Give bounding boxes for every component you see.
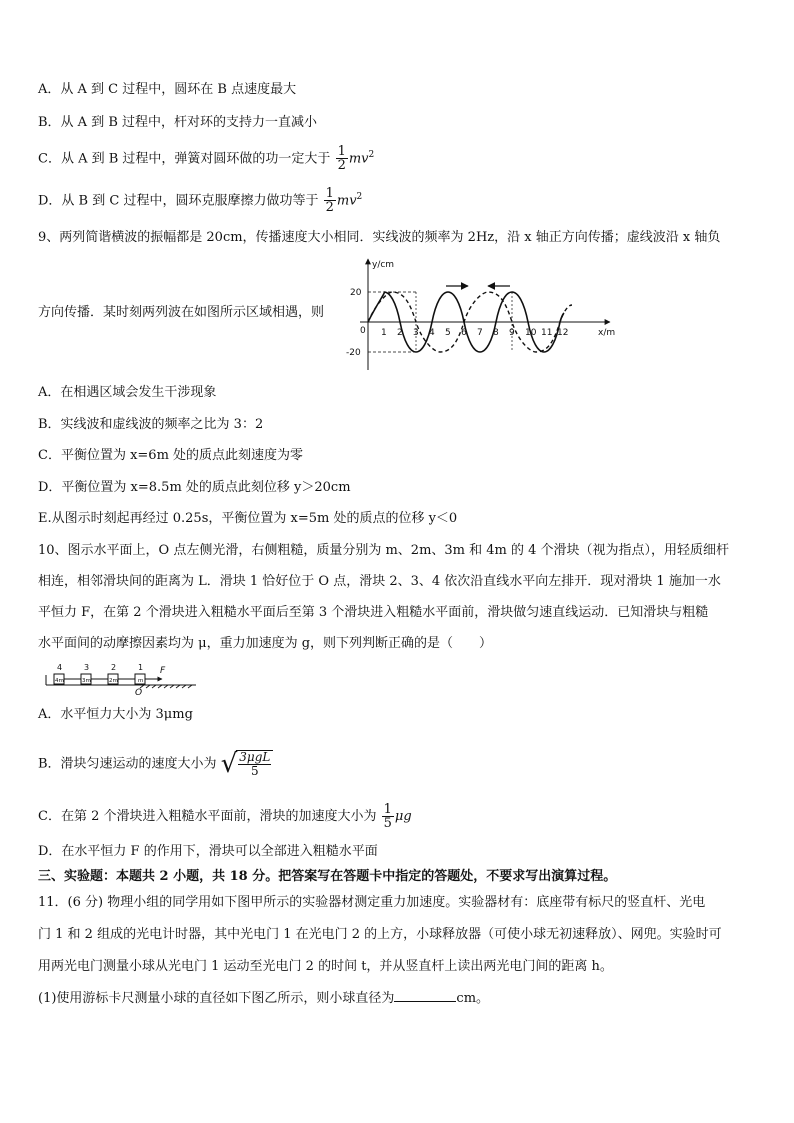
mv-symbol: mv — [336, 193, 357, 209]
q11-sub1-text: (1)使用游标卡尺测量小球的直径如下图乙所示，则小球直径为 — [38, 991, 395, 1006]
q10-stem-line3: 平恒力 F，在第 2 个滑块进入粗糙水平面后至第 3 个滑块进入粗糙水平面前，滑块做匀速直线运动．已知滑块与粗糙 — [38, 605, 709, 620]
fraction-denominator: 2 — [337, 158, 346, 174]
force-label: F — [160, 666, 166, 676]
x-tick-label: 5 — [445, 328, 451, 338]
block-4-mass: 4m — [55, 678, 64, 684]
sqrt-expression — [221, 750, 274, 778]
q11-sub-question-1 — [38, 989, 489, 1009]
q10-option-d: D．在水平恒力 F 的作用下，滑块可以全部进入粗糙水平面 — [38, 844, 378, 859]
fraction-numerator: 1 — [325, 186, 334, 202]
q9-option-a: A．在相遇区域会发生干涉现象 — [38, 385, 217, 400]
block-1-number: 1 — [138, 663, 144, 672]
block-3-mass: 3m — [82, 678, 91, 684]
mu-g-symbol: μg — [394, 809, 412, 824]
q9-stem-line2: 方向传播．某时刻两列波在如图所示区域相遇，则 — [38, 305, 325, 320]
y-axis-label: y/cm — [372, 260, 395, 270]
q10-option-a: A．水平恒力大小为 3μmg — [38, 707, 193, 722]
q8-option-a: A．从 A 到 C 过程中，圆环在 B 点速度最大 — [38, 82, 297, 97]
radicand-numerator: 3μgL — [239, 750, 271, 764]
block-3-number: 3 — [84, 663, 90, 672]
x-tick-label: 9 — [509, 328, 515, 338]
square-exponent: 2 — [356, 192, 363, 202]
q8-option-c-fraction — [336, 145, 348, 172]
q10-stem-line1: 10、图示水平面上，O 点左侧光滑，右侧粗糙，质量分别为 m、2m、3m 和 4m 的 4 个滑块（视为指点），用轻质细杆 — [38, 543, 730, 558]
q9-stem-line1: 9、两列简谐横波的振幅都是 20cm，传播速度大小相同．实线波的频率为 2Hz，沿 x 轴正方向传播；虚线波沿 x 轴负 — [38, 230, 721, 245]
square-exponent: 2 — [368, 150, 375, 160]
block-1-mass: m — [138, 678, 144, 684]
q8-option-d-text: D．从 B 到 C 过程中，圆环克服摩擦力做功等于 — [38, 193, 319, 209]
fraction-denominator: 2 — [325, 200, 334, 216]
section-3-heading: 三、实验题：本题共 2 小题，共 18 分。把答案写在答题卡中指定的答题处，不要求写出演算过程。 — [38, 869, 617, 884]
q10-stem-line2: 相连，相邻滑块间的距离为 L．滑块 1 恰好位于 O 点，滑块 2、3、4 依次沿直线水平向左排开．现对滑块 1 施加一水 — [38, 574, 721, 589]
q9-option-e: E.从图示时刻起再经过 0.25s，平衡位置为 x=5m 处的质点的位移 y＜0 — [38, 511, 458, 526]
q10-option-b-text: B．滑块匀速运动的速度大小为 — [38, 756, 217, 772]
x-ticks — [381, 328, 568, 338]
y-tick-20: 20 — [350, 288, 362, 298]
q9-option-d: D．平衡位置为 x=8.5m 处的质点此刻位移 y＞20cm — [38, 480, 351, 495]
sliding-blocks-figure — [44, 661, 204, 697]
q8-option-d — [38, 187, 362, 214]
mv-symbol: mv — [348, 151, 369, 167]
q11-sub1-unit: cm。 — [456, 991, 490, 1006]
fraction-numerator: 1 — [383, 802, 392, 817]
block-4-number: 4 — [57, 663, 63, 672]
x-tick-label: 8 — [493, 328, 499, 338]
q8-option-c-text: C．从 A 到 B 过程中，弹簧对圆环做的功一定大于 — [38, 151, 331, 167]
q10-option-c-fraction — [382, 803, 394, 830]
q11-stem-line2: 门 1 和 2 组成的光电计时器，其中光电门 1 在光电门 2 的上方，小球释放器（可使小球无初速释放）、网兜。实验时可 — [38, 927, 722, 942]
x-tick-label: 4 — [429, 328, 435, 338]
block-2-number: 2 — [111, 663, 117, 672]
q9-option-c: C．平衡位置为 x=6m 处的质点此刻速度为零 — [38, 448, 304, 463]
fraction-numerator: 1 — [337, 144, 346, 160]
origin-label: O — [135, 688, 143, 697]
radicand-denominator: 5 — [251, 764, 259, 778]
x-tick-label: 6 — [461, 328, 467, 338]
block-2-mass: 2m — [109, 678, 118, 684]
answer-blank[interactable] — [394, 989, 456, 1002]
fraction-denominator: 5 — [383, 816, 392, 831]
x-tick-label: 12 — [557, 328, 569, 338]
x-tick-label: 2 — [397, 328, 403, 338]
q10-option-b — [38, 750, 273, 778]
q8-option-d-fraction — [324, 187, 336, 214]
q11-stem-line1: 11．(6 分) 物理小组的同学用如下图甲所示的实验器材测定重力加速度。实验器材有：底座带有标尺的竖直杆、光电 — [38, 895, 706, 910]
x-tick-label: 10 — [525, 328, 537, 338]
wave-graph — [338, 255, 620, 377]
q10-option-c — [38, 803, 412, 830]
x-tick-label: 1 — [381, 328, 387, 338]
y-tick-minus-20: -20 — [346, 348, 361, 358]
q8-option-b: B．从 A 到 B 过程中，杆对环的支持力一直减小 — [38, 115, 318, 130]
q9-option-b: B．实线波和虚线波的频率之比为 3：2 — [38, 417, 264, 432]
q10-option-c-text: C．在第 2 个滑块进入粗糙水平面前，滑块的加速度大小为 — [38, 809, 377, 824]
q11-stem-line3: 用两光电门测量小球从光电门 1 运动至光电门 2 的时间 t，并从竖直杆上读出两光电门间的距离 h。 — [38, 959, 613, 974]
q10-stem-line4: 水平面间的动摩擦因素均为 μ，重力加速度为 g，则下列判断正确的是（ ） — [38, 636, 493, 651]
radical-sign: √ — [220, 749, 238, 779]
x-tick-label: 3 — [413, 328, 419, 338]
x-axis-label: x/m — [598, 328, 616, 338]
radicand — [236, 750, 273, 778]
q8-option-c — [38, 145, 374, 172]
y-tick-0: 0 — [360, 326, 366, 336]
x-tick-label: 7 — [477, 328, 483, 338]
x-tick-label: 11 — [541, 328, 553, 338]
